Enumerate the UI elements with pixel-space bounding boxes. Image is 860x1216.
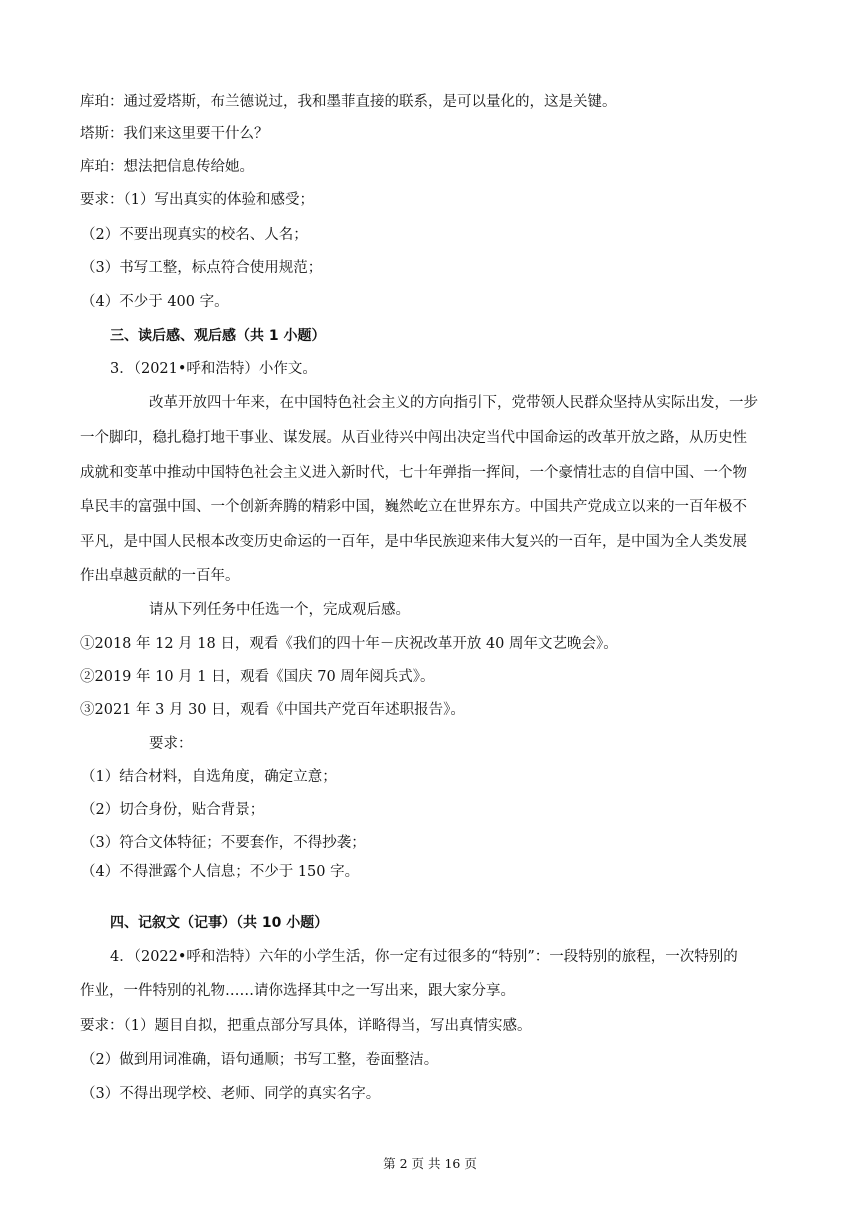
dialogue-line: 塔斯：我们来这里要干什么？	[80, 126, 269, 142]
paragraph-line: 一个脚印，稳扎稳打地干事业、谋发展。从百业待兴中闯出决定当代中国命运的改革开放之路，从历史性	[80, 430, 747, 446]
requirement-label: 要求：	[149, 736, 193, 752]
dialogue-line: 库珀：想法把信息传给她。	[80, 159, 254, 175]
page-number: 第 2 页 共 16 页	[383, 1156, 477, 1171]
section-heading: 三、读后感、观后感（共 1 小题）	[110, 328, 326, 344]
section-heading: 四、记叙文（记事）（共 10 小题）	[110, 915, 329, 931]
requirement-item: 要求：（1）写出真实的体验和感受；	[80, 192, 314, 208]
requirement-item: （3）符合文体特征；不要套作，不得抄袭；	[81, 835, 366, 851]
requirement-item: （3）不得出现学校、老师、同学的真实名字。	[81, 1086, 381, 1102]
paragraph-line: 平凡，是中国人民根本改变历史命运的一百年，是中华民族迎来伟大复兴的一百年，是中国为全人类发展	[80, 534, 747, 550]
requirement-item: （4）不得泄露个人信息；不少于 150 字。	[81, 864, 360, 880]
question-text: 作业，一件特别的礼物……请你选择其中之一写出来，跟大家分享。	[80, 983, 515, 999]
requirement-item: （1）结合材料，自选角度，确定立意；	[81, 769, 337, 785]
requirement-item: 要求：（1）题目自拟，把重点部分写具体，详略得当，写出真情实感。	[80, 1018, 532, 1034]
task-option: ②2019 年 10 月 1 日，观看《国庆 70 周年阅兵式》。	[80, 669, 435, 685]
requirement-item: （2）做到用词准确，语句通顺；书写工整，卷面整洁。	[81, 1052, 439, 1068]
requirement-item: （2）不要出现真实的校名、人名；	[81, 227, 308, 243]
task-intro: 请从下列任务中任选一个，完成观后感。	[149, 602, 410, 618]
task-option: ①2018 年 12 月 18 日，观看《我们的四十年－庆祝改革开放 40 周年文艺晚会》。	[80, 636, 618, 652]
paragraph-line: 阜民丰的富强中国、一个创新奔腾的精彩中国，巍然屹立在世界东方。中国共产党成立以来的一百年极不	[80, 499, 747, 515]
requirement-item: （3）书写工整，标点符合使用规范；	[81, 260, 323, 276]
task-option: ③2021 年 3 月 30 日，观看《中国共产党百年述职报告》。	[80, 702, 465, 718]
dialogue-line: 库珀：通过爱塔斯，布兰德说过，我和墨菲直接的联系，是可以量化的，这是关键。	[80, 94, 617, 110]
paragraph-line: 成就和变革中推动中国特色社会主义进入新时代，七十年弹指一挥间，一个豪情壮志的自信中国、一个物	[80, 465, 747, 481]
requirement-item: （2）切合身份，贴合背景；	[81, 802, 265, 818]
requirement-item: （4）不少于 400 字。	[81, 294, 229, 310]
question-text: 4．（2022•呼和浩特）六年的小学生活，你一定有过很多的“特别”：一段特别的旅程，一次特别的	[110, 949, 738, 965]
paragraph-line: 作出卓越贡献的一百年。	[80, 568, 240, 584]
question-title: 3．（2021•呼和浩特）小作文。	[110, 361, 317, 377]
paragraph-line: 改革开放四十年来，在中国特色社会主义的方向指引下，党带领人民群众坚持从实际出发，一步	[149, 395, 758, 411]
